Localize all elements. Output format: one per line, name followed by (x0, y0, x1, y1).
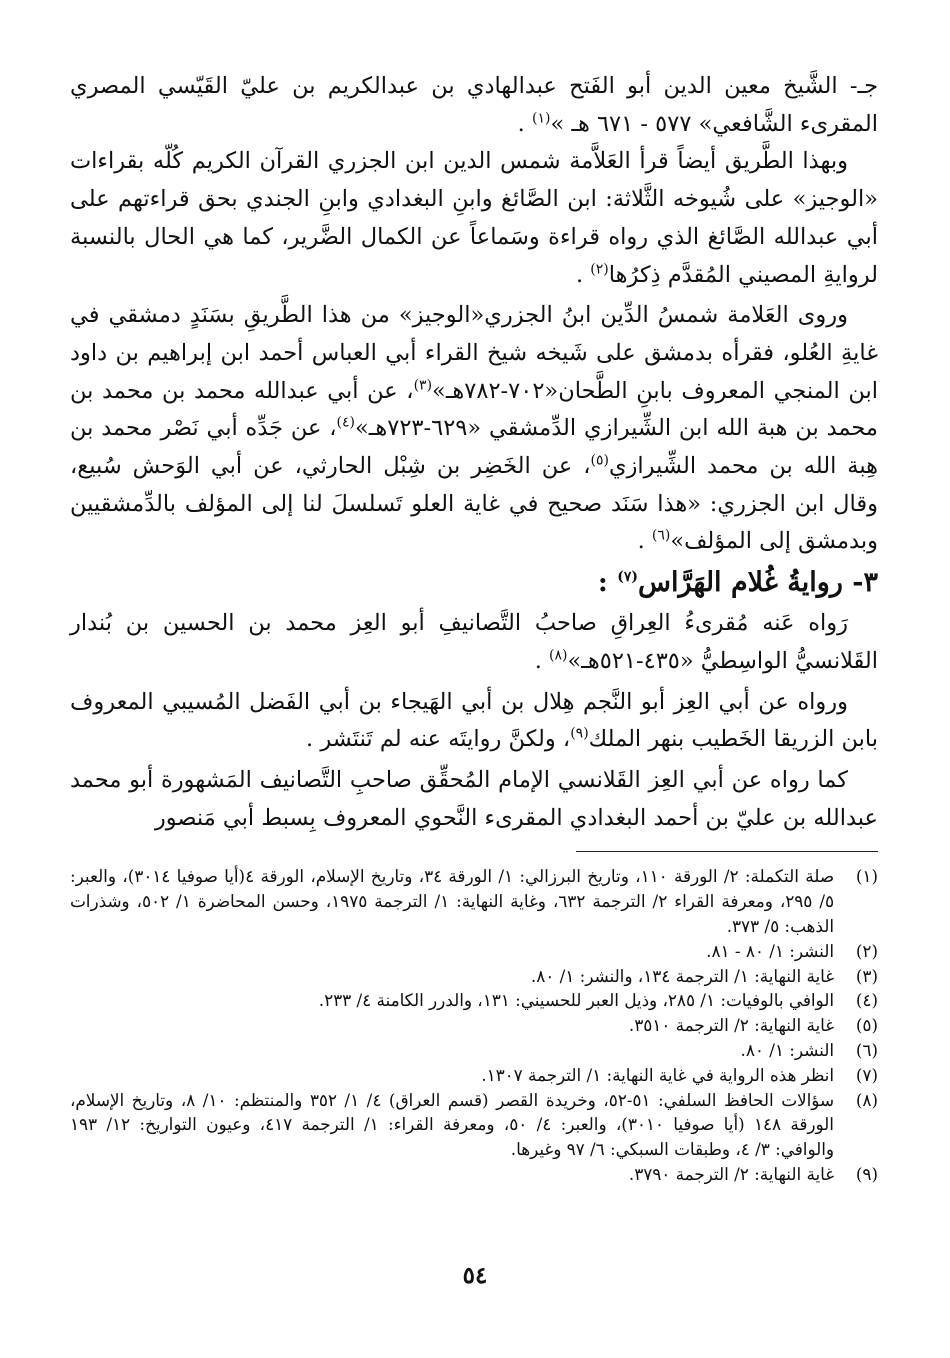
footnote-number: (١) (855, 866, 878, 887)
footnote-text: صلة التكملة: ٢/ الورقة ١١٠، وتاريخ البرزالي: ١/ الورقة ٣٤، وتاريخ الإسلام، الورقة ٤(أيا صوفيا ٣٠١٤)، والعبر: ٥/ ٢٩٥، ومعرفة القراء ٢/ الترجمة ٦٣٢، وغاية النهاية: ١/ الترجمة ١٩٧٥، وحسن المحاضرة ١/ ٥٠٢، وشذرات الذهب: ٥/ ٣٧٣. (70, 866, 835, 936)
paragraph: ورواه عن أبي العِز أبو النَّجم هِلال بن أبي الهَيجاء بن أبي الفَضل المُسيبي المعروف بابن الزريقا الخَطيب بنهر الملك$^{(٩)}$، ولكنَّ روايتَه عنه لم تَنتَشر . (70, 688, 878, 753)
footnote (70, 1038, 878, 1063)
footnote-text: النشر: ١/ ٨٠. (740, 1039, 834, 1060)
footnote-ref[interactable]: (٧) (617, 569, 639, 586)
footnote-separator (576, 851, 878, 852)
footnote (70, 964, 878, 989)
page-number: ٥٤ (462, 1262, 488, 1289)
footnote-number: (٣) (855, 965, 878, 986)
paragraph: كما رواه عن أبي العِز القَلانسي الإمام المُحقِّق صاحبِ التَّصانيف المَشهورة أبو محمد عبدالله بن عليّ بن أحمد البغدادي المقرىء النَّحوي المعروف بِسبط أبي مَنصور (70, 766, 878, 831)
footnote-text: النشر: ١/ ٨٠ - ٨١. (706, 940, 834, 961)
footnotes (70, 864, 878, 1186)
paragraph: وبهذا الطَّريق أيضاً قرأ العَلاَّمة شمس الدين ابن الجزري القرآن الكريم كُلّه بقراءات «الوجيز» على شُيوخه الثَّلاثة: ابن الصَّائغ وابنِ البغدادي وابنِ الجندي بحق قراءتهم على أبي عبدالله الصَّائغ الذي رواه قراءة وسَماعاً عن الكمال الضَّرير، كما هي الحال بالنسبة لروايةِ المصيني المُقدَّم ذِكرُها$^{(٢)}$ . (70, 148, 878, 288)
footnote-text: غاية النهاية: ٢/ الترجمة ٣٧٩٠. (628, 1163, 834, 1184)
book-page (70, 68, 878, 1348)
main-text (70, 68, 878, 837)
footnote-number: (٦) (855, 1039, 878, 1060)
footnote (70, 1063, 878, 1088)
footnote-ref[interactable]: (٢) (590, 261, 609, 278)
footnote-text: الوافي بالوفيات: ١/ ٢٨٥، وذيل العبر للحسيني: ١٣١، والدرر الكامنة ٤/ ٢٣٣. (318, 990, 834, 1011)
footnote-number: (٨) (855, 1089, 878, 1110)
footnote-text: غاية النهاية: ١/ الترجمة ١٣٤، والنشر: ١/ ٨٠. (530, 965, 834, 986)
footnote (70, 1162, 878, 1187)
footnote-ref[interactable]: (١) (531, 110, 551, 127)
footnote-number: (٥) (855, 1015, 878, 1036)
footnote (70, 1088, 878, 1162)
paragraph: جـ- الشَّيخ معين الدين أبو الفَتح عبدالهادي بن عبدالكريم بن عليّ القَيّسي المصري المقرىء الشَّافعي» ٥٧٧ - ٦٧١ هـ »$^{(١)}$ . (70, 73, 878, 137)
footnote-text: انظر هذه الرواية في غاية النهاية: ١/ الترجمة ١٣٠٧. (481, 1064, 834, 1085)
footnote-ref[interactable]: (٦) (651, 527, 671, 544)
paragraph: وروى العَلامة شمسُ الدِّين ابنُ الجزري«الوجيز» من هذا الطَّريقِ بسَنَدٍ دمشقي في غايةِ العُلو، فقرأه بدمشق على شَيخه شيخ القراء أبي العباس أحمد ابن إبراهيم بن داود ابن المنجي المعروف بابنِ الطَّحان«٧٠٢-٧٨٢هـ»$^{(٣)}$، عن أبي عبدالله محمد بن محمد بن محمد بن هبة الله ابن الشِّيرازي الدِّمشقي «٦٢٩-٧٢٣هـ»$^{(٤)}$، عن جَدِّه أبي نَصْر محمد بن هِبة الله بن محمد الشِّيرازي$^{(٥)}$، عن الخَضِر بن شِبْل الحارثي، عن أبي الوَحش سُبيع، وقال ابن الجزري: «هذا سَنَد صحيح في غاية العلو تَسلسلَ لنا إلى المؤلف بالدِّمشقيين وبدمشق إلى المؤلف»$^{(٦)}$ . (70, 302, 879, 555)
section-heading: ٣- روايةُ غُلام الهَرَّاس$^{(٧)}$ : (597, 567, 878, 599)
footnote (70, 939, 878, 964)
footnote-number: (٤) (855, 990, 878, 1011)
footnote-number: (٧) (855, 1064, 878, 1085)
footnote-number: (٢) (855, 940, 878, 961)
footnote-ref[interactable]: (٥) (590, 452, 609, 469)
footnote-ref[interactable]: (٩) (570, 725, 589, 742)
footnote-ref[interactable]: (٨) (549, 647, 568, 664)
footnote-ref[interactable]: (٣) (413, 377, 433, 394)
footnote (70, 1013, 878, 1038)
paragraph: رَواه عَنه مُقرىءُ العِراقِ صاحبُ التَّصانيفِ أبو العِز محمد بن الحسين بن بُندار القَلانسيُّ الواسِطيُّ «٤٣٥-٥٢١هـ»$^{(٨)}$ . (70, 610, 878, 674)
footnote (70, 988, 878, 1013)
footnote (70, 864, 878, 938)
footnote-ref[interactable]: (٤) (336, 414, 355, 431)
footnote-number: (٩) (855, 1163, 878, 1184)
footnote-text: غاية النهاية: ٢/ الترجمة ٣٥١٠. (628, 1015, 834, 1036)
footnote-text: سؤالات الحافظ السلفي: ٥١-٥٢، وخريدة القصر (قسم العراق) ٤/ ١/ ٣٥٢ والمنتظم: ١٠/ ٨، وتاريخ الإسلام، الورقة ١٤٨ (أيا صوفيا ٣٠١٠)، والعبر: ٤/ ٥٠، ومعرفة القراء: ١/ الترجمة ٤١٧، وعيون التواريخ: ١٢/ ١٩٣ والوافي: ٣/ ٤، وطبقات السبكي: ٦/ ٩٧ وغيرها. (70, 1089, 834, 1160)
